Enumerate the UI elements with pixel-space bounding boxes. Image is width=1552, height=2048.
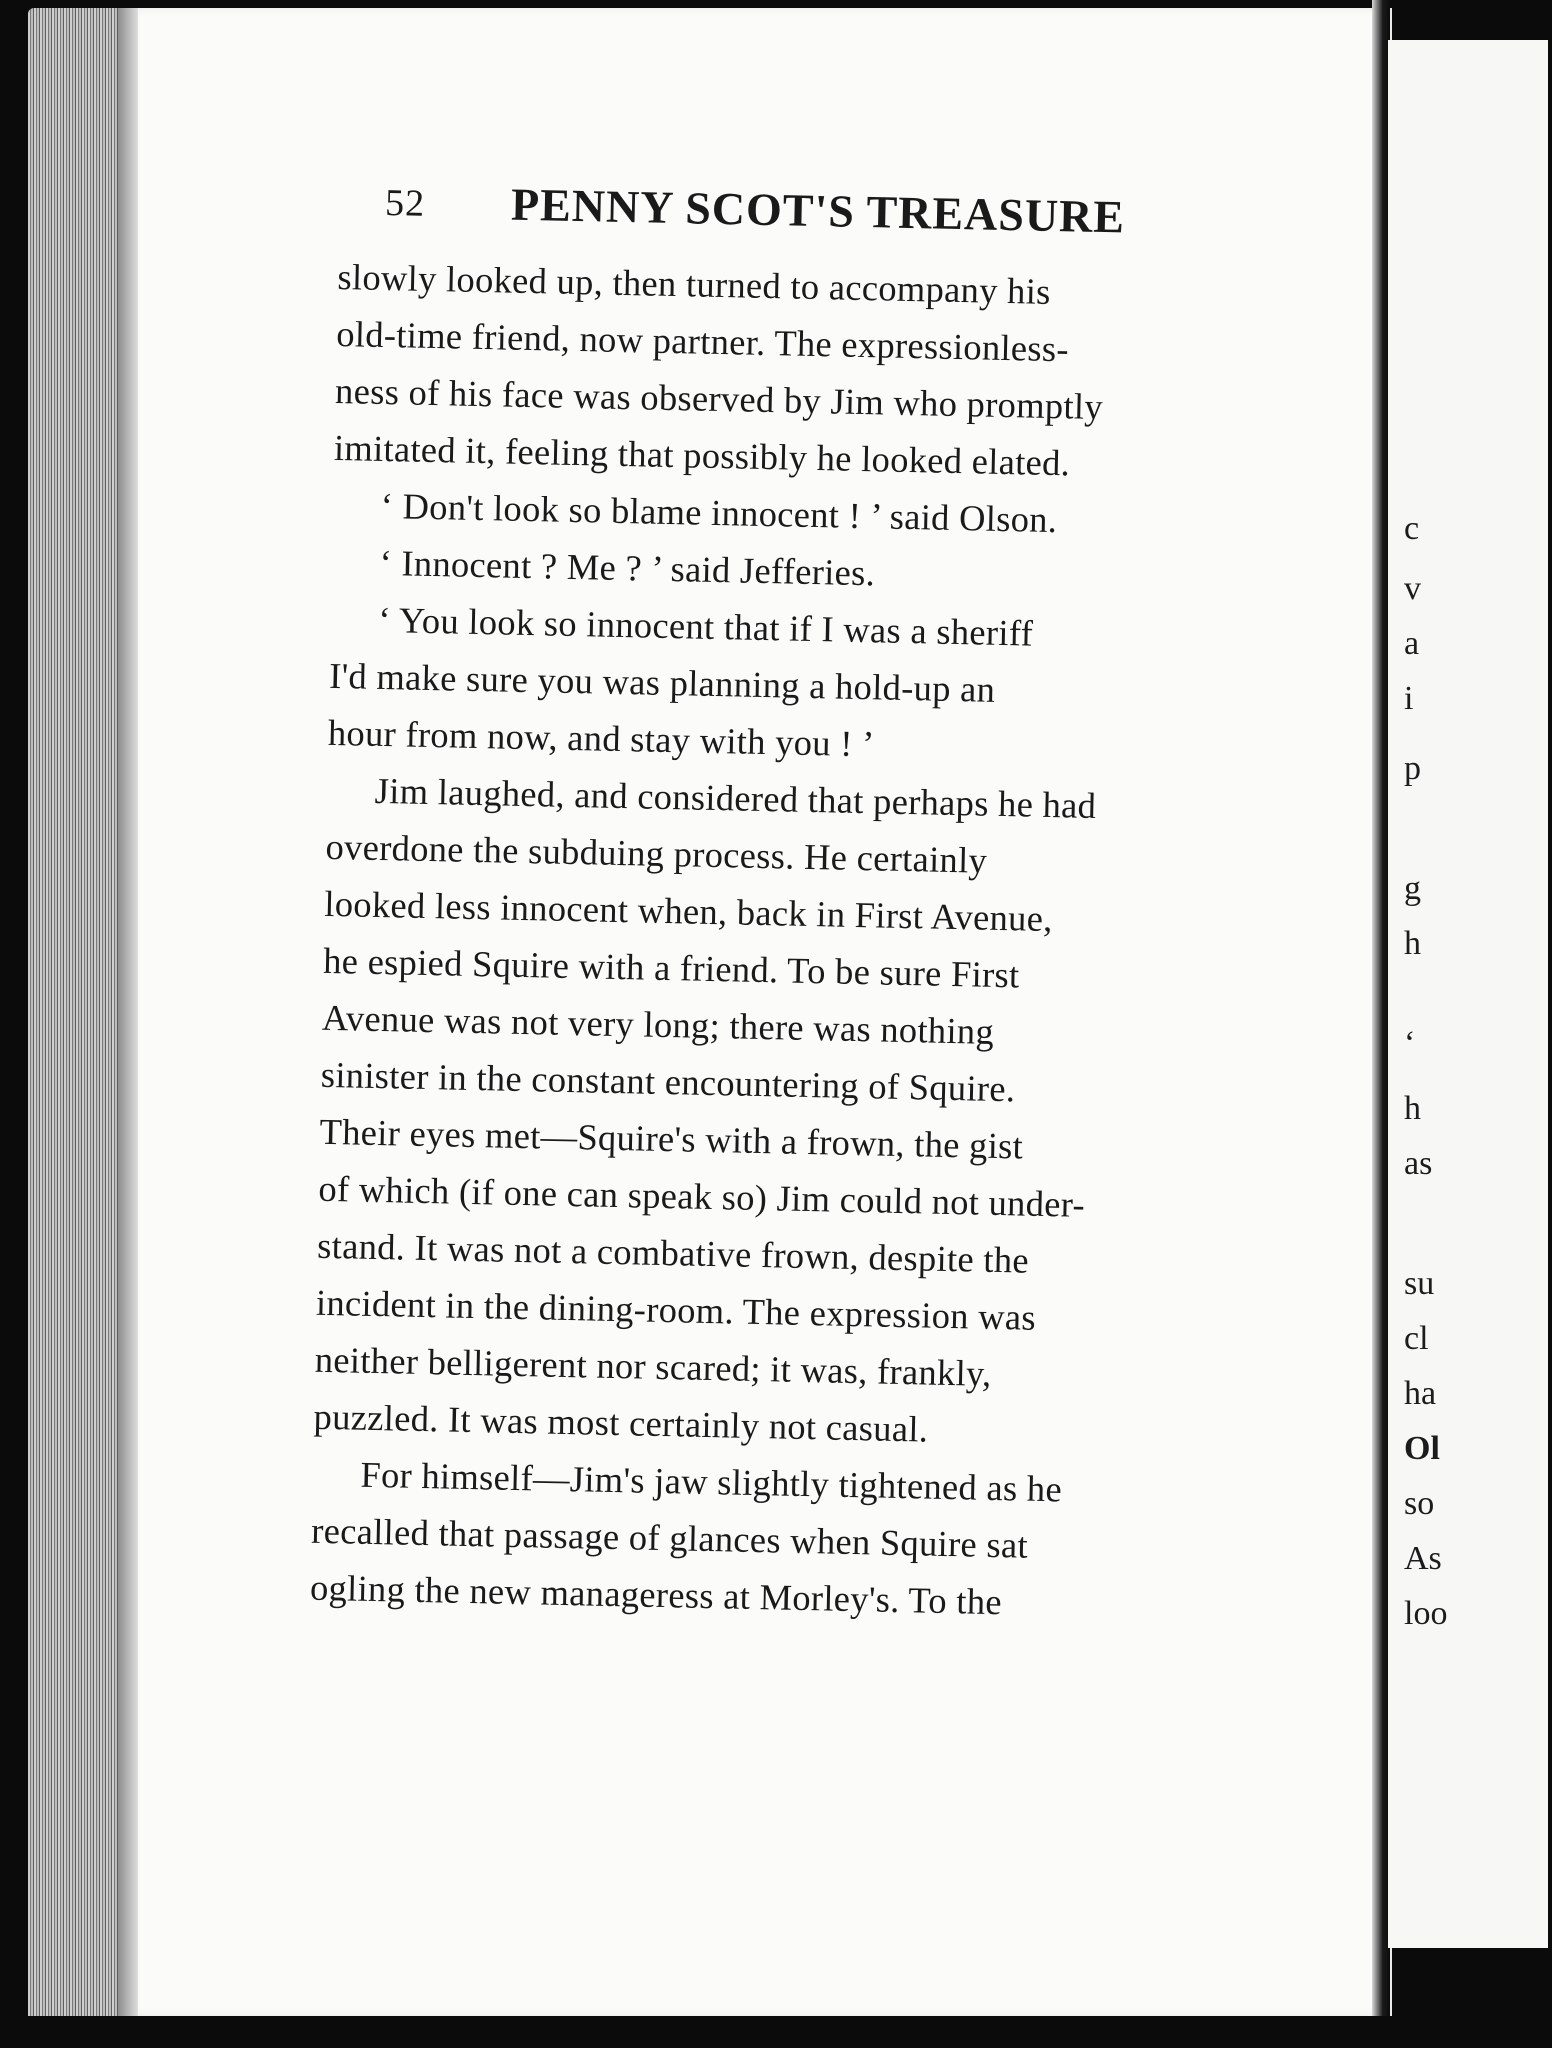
facing-page-fragment: ‘ [1404,1025,1416,1062]
facing-page-fragment: i [1404,680,1414,717]
scan-bottom-border [0,2016,1552,2048]
text-line: ‘ Don't look so blame innocent ! ’ said Olson. [380,484,1058,541]
facing-page-fragment: h [1404,1090,1421,1127]
text-line: incident in the dining-room. The expression was [315,1281,1037,1338]
page-number: 52 [384,181,426,225]
page-text-block [310,160,1240,1635]
text-line: he espied Squire with a friend. To be sure First [322,939,1020,996]
text-line: slowly looked up, then turned to accompany his [337,255,1052,312]
text-line: imitated it, feeling that possibly he looked elated. [333,426,1071,484]
text-line: ‘ Innocent ? Me ? ’ said Jefferies. [379,541,876,594]
text-line: puzzled. It was most certainly not casual. [313,1395,929,1450]
facing-page-fragment: su [1404,1265,1435,1302]
text-line: recalled that passage of glances when Squire sat [310,1509,1029,1566]
text-line: overdone the subduing process. He certainly [325,825,988,881]
facing-page-fragment: loo [1404,1595,1448,1632]
facing-page-fragment: g [1404,870,1421,907]
text-line: I'd make sure you was planning a hold-up an [328,654,996,710]
facing-page-fragment: v [1404,570,1421,607]
facing-page-fragment: as [1404,1145,1433,1182]
facing-page-fragment: c [1404,510,1420,547]
text-line: neither belligerent nor scared; it was, frankly, [314,1338,993,1394]
running-title: PENNY SCOT'S TREASURE [510,178,1126,243]
facing-page-fragment: so [1404,1485,1435,1522]
facing-page-fragment: a [1404,625,1420,662]
text-line: For himself—Jim's jaw slightly tightened as he [360,1453,1063,1510]
facing-page-fragment: As [1404,1540,1442,1577]
facing-page-fragment: ha [1404,1375,1437,1412]
facing-page [1388,40,1548,1948]
text-line: ogling the new manageress at Morley's. To the [309,1566,1003,1623]
facing-page-fragment: cl [1404,1320,1429,1357]
text-line: stand. It was not a combative frown, despite the [316,1224,1030,1281]
page-edge-shadow [118,8,140,2026]
text-line: Avenue was not very long; there was nothing [321,996,995,1052]
text-line: Their eyes met—Squire's with a frown, the gist [319,1110,1024,1167]
text-line: ness of his face was observed by Jim who promptly [334,369,1104,428]
facing-page-fragment: p [1404,750,1421,787]
text-line: looked less innocent when, back in First Avenue, [324,882,1054,940]
text-line: Jim laughed, and considered that perhaps he had [374,769,1097,826]
facing-page-fragment: h [1404,925,1421,962]
text-line: sinister in the constant encountering of Squire. [320,1053,1016,1110]
facing-page-fragment: Ol [1404,1430,1440,1467]
text-line: ‘ You look so innocent that if I was a sheriff [377,598,1034,654]
text-line: hour from now, and stay with you ! ’ [327,711,876,765]
text-line: of which (if one can speak so) Jim could not under- [318,1167,1086,1225]
text-line: old-time friend, now partner. The expressionless- [335,312,1070,370]
